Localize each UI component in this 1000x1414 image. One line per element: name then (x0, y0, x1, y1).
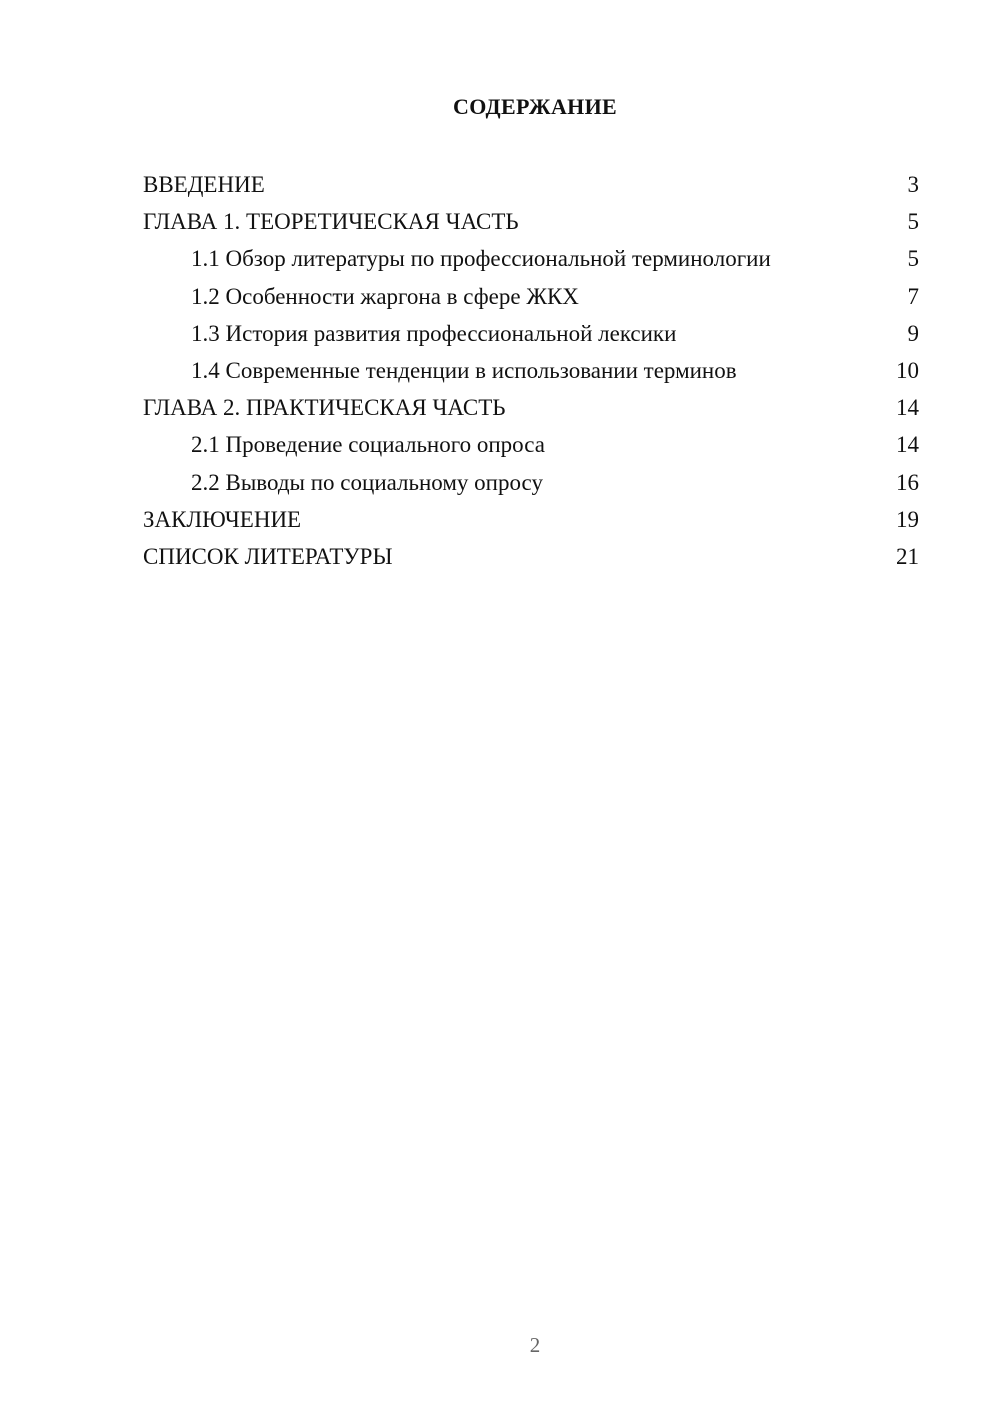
toc-heading: СОДЕРЖАНИЕ (453, 94, 617, 119)
toc-entry-label: СПИСОК ЛИТЕРАТУРЫ (143, 543, 393, 569)
toc-entry-section-1-3[interactable] (143, 317, 919, 354)
toc-entry-page: 5 (907, 246, 919, 272)
table-of-contents (143, 168, 919, 577)
toc-entry-label: 1.1 Обзор литературы по профессиональной терминологии (191, 246, 771, 272)
toc-entry-section-1-4[interactable] (143, 354, 919, 391)
toc-entry-section-2-2[interactable] (143, 466, 919, 503)
toc-entry-page: 9 (907, 320, 919, 346)
toc-entry-label: 2.1 Проведение социального опроса (191, 432, 545, 458)
toc-entry-page: 16 (896, 469, 919, 495)
toc-entry-label: ГЛАВА 2. ПРАКТИЧЕСКАЯ ЧАСТЬ (143, 395, 506, 421)
toc-entry-section-2-1[interactable] (143, 428, 919, 465)
toc-entry-section-1-1[interactable] (143, 242, 919, 279)
toc-entry-section-1-2[interactable] (143, 280, 919, 317)
toc-entry-references[interactable] (143, 540, 919, 577)
toc-entry-label: ЗАКЛЮЧЕНИЕ (143, 506, 302, 532)
toc-entry-label: 1.4 Современные тенденции в использовании терминов (191, 357, 737, 383)
toc-entry-label: 1.2 Особенности жаргона в сфере ЖКХ (191, 283, 579, 309)
toc-entry-page: 21 (896, 543, 919, 569)
page-number: 2 (529, 1333, 541, 1357)
toc-entry-page: 10 (896, 357, 919, 383)
toc-entry-page: 3 (907, 172, 919, 197)
toc-entry-page: 5 (907, 209, 919, 235)
toc-entry-label: ГЛАВА 1. ТЕОРЕТИЧЕСКАЯ ЧАСТЬ (143, 209, 519, 235)
toc-entry-label: ВВЕДЕНИЕ (143, 172, 265, 197)
toc-entry-chapter-1[interactable] (143, 205, 919, 242)
toc-entry-page: 14 (896, 395, 919, 421)
toc-entry-label: 2.2 Выводы по социальному опросу (191, 469, 543, 495)
toc-entry-page: 19 (896, 506, 919, 532)
toc-entry-label: 1.3 История развития профессиональной лексики (191, 320, 677, 346)
toc-entry-page: 14 (896, 432, 919, 458)
toc-entry-chapter-2[interactable] (143, 391, 919, 428)
toc-entry-introduction[interactable] (143, 168, 919, 205)
toc-entry-page: 7 (907, 283, 919, 309)
toc-entry-conclusion[interactable] (143, 503, 919, 540)
